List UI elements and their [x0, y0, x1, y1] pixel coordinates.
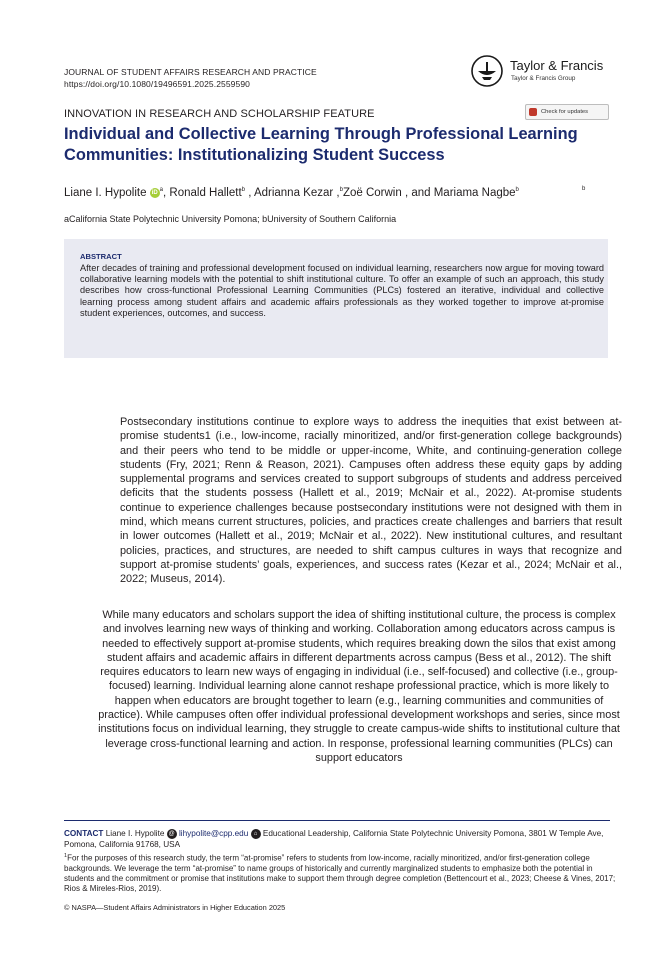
footnote — [64, 851, 624, 894]
check-updates-label: Check for updates — [541, 109, 589, 115]
contact-label: CONTACT — [64, 829, 104, 838]
body-paragraph-1: Postsecondary institutions continue to explore ways to address the inequities that exist between at-promise students1 (i.e., low-income, racially minoritized, and/or first-generation college backgrounds) and their peers who tend to be middle or upper-income, White, and continuing-generation college students (Fry, 2021; Renn & Reason, 2021). Campuses often address these equity gaps by adding supplemental programs and services created to support subgroups of students and address perceived deficits that the students possess (Hallett et al., 2019; McNair et al., 2022). At-promise students continue to experience challenges because postsecondary institutions were not designed with them in mind, which means current structures, policies, and practices create challenges and barriers that result in lower outcomes (Hallett et al., 2019; McNair et al., 2022). New institutional cultures, and resultant policies, practices, and structures, are needed to shift campus cultures in ways that recognize and support at-promise students’ goals, experiences, and success rates (Kezar et al., 2024; McNair et al., 2022; Museus, 2014). — [120, 416, 622, 586]
journal-header — [64, 66, 317, 90]
contact-name: Liane I. Hypolite — [105, 829, 165, 838]
footnote-divider — [64, 820, 610, 821]
address-icon: ⌂ — [251, 829, 261, 839]
footnote-text: For the purposes of this research study, the term “at-promise” refers to students from low-income, racially minoritized, and/or first-generation college backgrounds. We leverage the term “at-promise” to name groups of historically and currently marginalized students to emphasize both the potential in students and the commitment or promise that institutions make to support them through degree completion (Bettencourt et al., 2023; Cheese & Vines, 2017; Rios & Mireles-Rios, 2019). — [64, 853, 616, 893]
copyright: © NASPA—Student Affairs Administrators in Higher Education 2025 — [64, 903, 286, 912]
journal-doi[interactable]: https://doi.org/10.1080/19496591.2025.2559590 — [64, 79, 250, 89]
publisher-name: Taylor & Francis — [510, 58, 604, 73]
author-kezar[interactable]: , Adrianna Kezar , — [248, 187, 340, 199]
author-sup: b — [515, 187, 519, 194]
email-icon: @ — [168, 830, 175, 837]
feature-label: INNOVATION IN RESEARCH AND SCHOLARSHIP FEATURE — [64, 108, 375, 120]
author-hypolite[interactable]: Liane I. Hypolite — [64, 187, 147, 199]
author-sup-nagbe: b — [582, 186, 586, 192]
abstract-text: After decades of training and professional development focused on individual learning, researchers now argue for moving toward collaborative learning models with the potential to shift institutional culture. To offer an example of such an approach, this study describes how cross-functional Professional Learning Communities (PLCs) fostered an iterative, individual and collective learning process among student affairs and academic affairs professionals as they worked together to improve at-promise student experiences, outcomes, and success. — [80, 263, 604, 318]
contact-email[interactable]: lihypolite@cpp.edu — [178, 829, 249, 838]
contact-info — [64, 828, 624, 850]
publisher-group: Taylor & Francis Group — [511, 75, 576, 82]
contact-address: Educational Leadership, California State Polytechnic University Pomona, 3801 W Temple Ave, Pomona, California 91768, USA — [64, 829, 604, 849]
journal-name: JOURNAL OF STUDENT AFFAIRS RESEARCH AND PRACTICE — [64, 67, 317, 77]
author-sup: a — [159, 187, 164, 194]
abstract-heading: ABSTRACT — [80, 252, 122, 261]
body-paragraph-2: While many educators and scholars support the idea of shifting institutional culture, the process is complex and involves learning new ways of thinking and working. Collaboration among educators across campus is needed to effectively support at-promise students, which requires breaking down the silos that exist among student affairs and academic affairs in different departments across campus (Bess et al., 2012). The shift requires educators to learn new ways of engaging in individual (i.e., self-focused) and collective (i.e., group-focused) learning. Individual learning alone cannot reshape professional practice, which is more likely to happen when educators are brought together to learn (e.g., learning communities and communities of practice). While campuses often offer individual professional development workshops and series, since most institutions focus on individual learning, they struggle to create campus-wide shifts to institutional culture that leverage cross-functional learning and action. In response, professional learning communities (PLCs) can support educators — [98, 609, 620, 764]
affiliations: aCalifornia State Polytechnic University Pomona; bUniversity of Southern California — [64, 214, 397, 224]
check-updates-button[interactable] — [525, 104, 609, 120]
footnote-number: 1 — [64, 853, 68, 859]
author-sup: b — [339, 187, 343, 194]
author-corwin-nagbe[interactable]: Zoë Corwin , and Mariama Nagbe — [342, 187, 516, 199]
article-title: Individual and Collective Learning Through Professional Learning Communities: Institutionalizing Student Success — [64, 125, 578, 164]
author-list — [64, 187, 519, 199]
author-hallett[interactable]: , Ronald Hallett — [163, 187, 242, 199]
check-updates-icon — [529, 108, 537, 116]
author-sup: b — [241, 187, 245, 194]
orcid-icon[interactable]: iD — [151, 189, 158, 196]
